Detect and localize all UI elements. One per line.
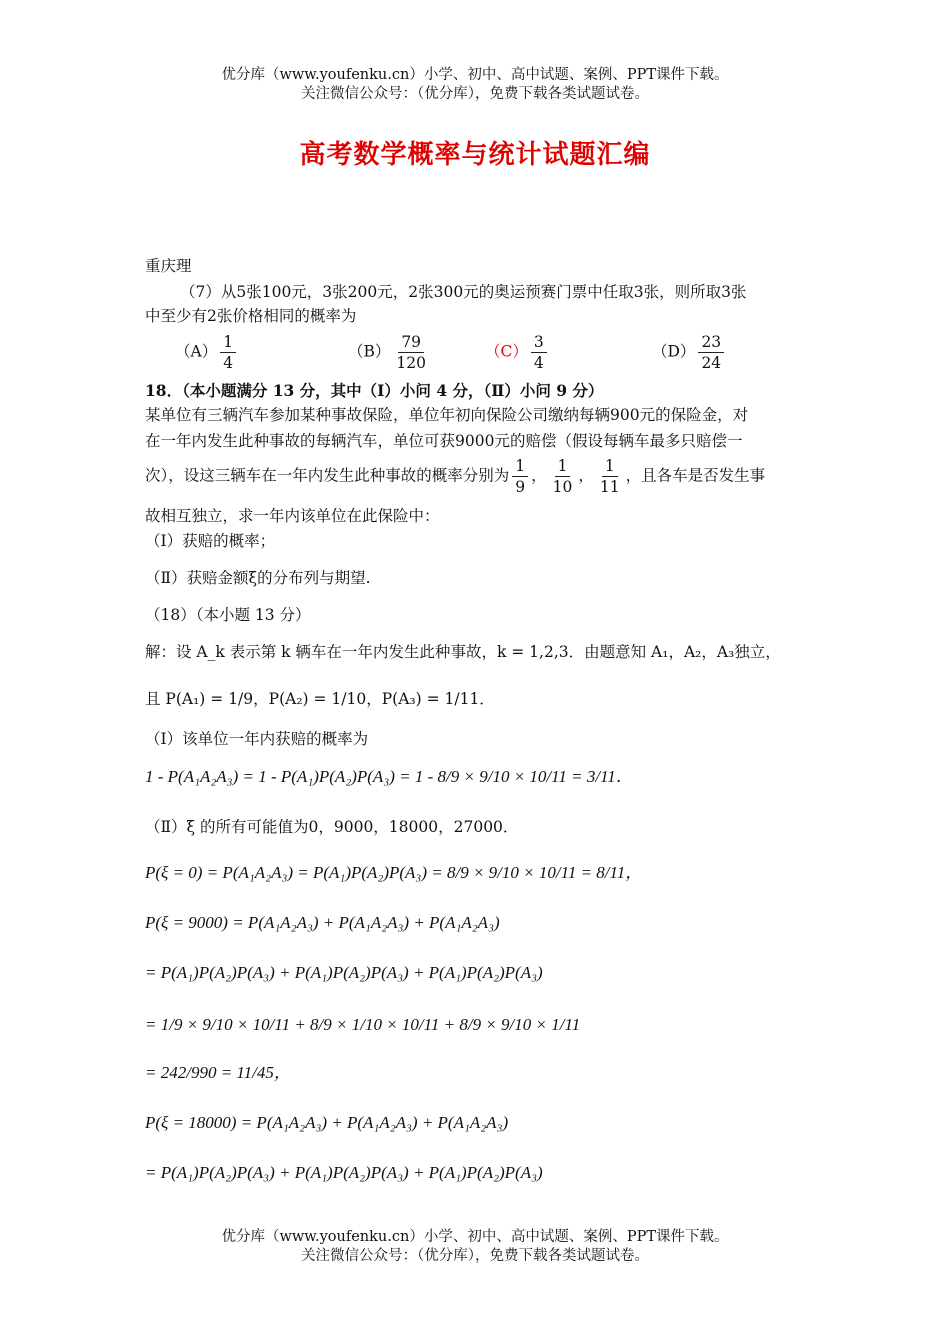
solution-line-12: = P(A₁)P(A₂)P(A₃) + P(A₁)P(A₂)P(A₃) + P(A₁)P(A₂)P(A₃) bbox=[145, 1163, 543, 1182]
header-line-2: 关注微信公众号：（优分库），免费下载各类试题试卷。 bbox=[301, 86, 649, 102]
page-title: 高考数学概率与统计试题汇编 bbox=[299, 140, 651, 170]
q18-part-ii: （Ⅱ）获赔金额ξ的分布列与期望. bbox=[145, 569, 371, 587]
section-label: 重庆理 bbox=[145, 257, 192, 275]
q18-line-3: 次），设这三辆车在一年内发生此种事故的概率分别为 $\frac{1}{9}$ ， $\frac{1}{10}$ ， $\frac{1}{11}$ ，且各车是否发生事 bbox=[145, 457, 766, 496]
q18-part-i: （Ⅰ）获赔的概率； bbox=[145, 532, 276, 550]
footer-line-1: 优分库（www.youfenku.cn）小学、初中、高中试题、案例、PPT课件下载。 bbox=[221, 1229, 729, 1245]
solution-line-1: 解：设 A_k 表示第 k 辆车在一年内发生此种事故，k = 1,2,3．由题意知 A₁，A₂，A₃独立， bbox=[145, 643, 781, 661]
solution-heading: （18）（本小题 13 分） bbox=[145, 606, 311, 624]
q18-line-4: 故相互独立，求一年内该单位在此保险中： bbox=[145, 507, 440, 525]
q18-line-2: 在一年内发生此种事故的每辆汽车，单位可获9000元的赔偿（假设每辆车最多只赔偿一 bbox=[145, 432, 743, 450]
q7-option-b: （B） $\frac{79}{120}$ bbox=[348, 333, 426, 372]
q18-heading: 18．（本小题满分 13 分，其中（Ⅰ）小问 4 分，（Ⅱ）小问 9 分） bbox=[145, 381, 604, 400]
solution-line-6: P(ξ = 0) = P(A₁A₂A₃) = P(A₁)P(A₂)P(A₃) = 8/9 × 9/10 × 10/11 = 8/11， bbox=[145, 863, 643, 882]
header-line-1: 优分库（www.youfenku.cn）小学、初中、高中试题、案例、PPT课件下载。 bbox=[221, 67, 729, 83]
q18-line-1: 某单位有三辆汽车参加某种事故保险，单位年初向保险公司缴纳每辆900元的保险金，对 bbox=[145, 406, 749, 424]
solution-line-7: P(ξ = 9000) = P(A₁A₂A₃) + P(A₁A₂A₃) + P(A₁A₂A₃) bbox=[145, 913, 500, 932]
solution-line-4: 1 - P(A₁A₂A₃) = 1 - P(A₁)P(A₂)P(A₃) = 1 - 8/9 × 9/10 × 10/11 = 3/11． bbox=[145, 767, 633, 786]
solution-line-11: P(ξ = 18000) = P(A₁A₂A₃) + P(A₁A₂A₃) + P(A₁A₂A₃) bbox=[145, 1113, 509, 1132]
q7-option-d: （D） $\frac{23}{24}$ bbox=[652, 332, 727, 373]
solution-line-3: （Ⅰ）该单位一年内获赔的概率为 bbox=[145, 730, 369, 748]
solution-line-9: = 1/9 × 9/10 × 10/11 + 8/9 × 1/10 × 10/11 + 8/9 × 9/10 × 1/11 bbox=[145, 1015, 581, 1034]
solution-line-8: = P(A₁)P(A₂)P(A₃) + P(A₁)P(A₂)P(A₃) + P(A₁)P(A₂)P(A₃) bbox=[145, 963, 543, 982]
solution-line-5: （Ⅱ）ξ 的所有可能值为0，9000，18000，27000． bbox=[145, 818, 519, 836]
footer-line-2: 关注微信公众号：（优分库），免费下载各类试题试卷。 bbox=[301, 1248, 649, 1264]
q7-option-a: （A） $\frac{1}{4}$ bbox=[175, 332, 239, 373]
q7-line-1: （7）从5张100元，3张200元，2张300元的奥运预赛门票中任取3张，则所取3张 bbox=[180, 283, 747, 301]
solution-line-2: 且 P(A₁) = 1/9，P(A₂) = 1/10，P(A₃) = 1/11． bbox=[145, 690, 495, 708]
q7-option-c: （C） $\frac{3}{4}$ bbox=[485, 332, 550, 373]
q7-line-2: 中至少有2张价格相同的概率为 bbox=[145, 307, 357, 325]
solution-line-10: = 242/990 = 11/45， bbox=[145, 1063, 291, 1082]
